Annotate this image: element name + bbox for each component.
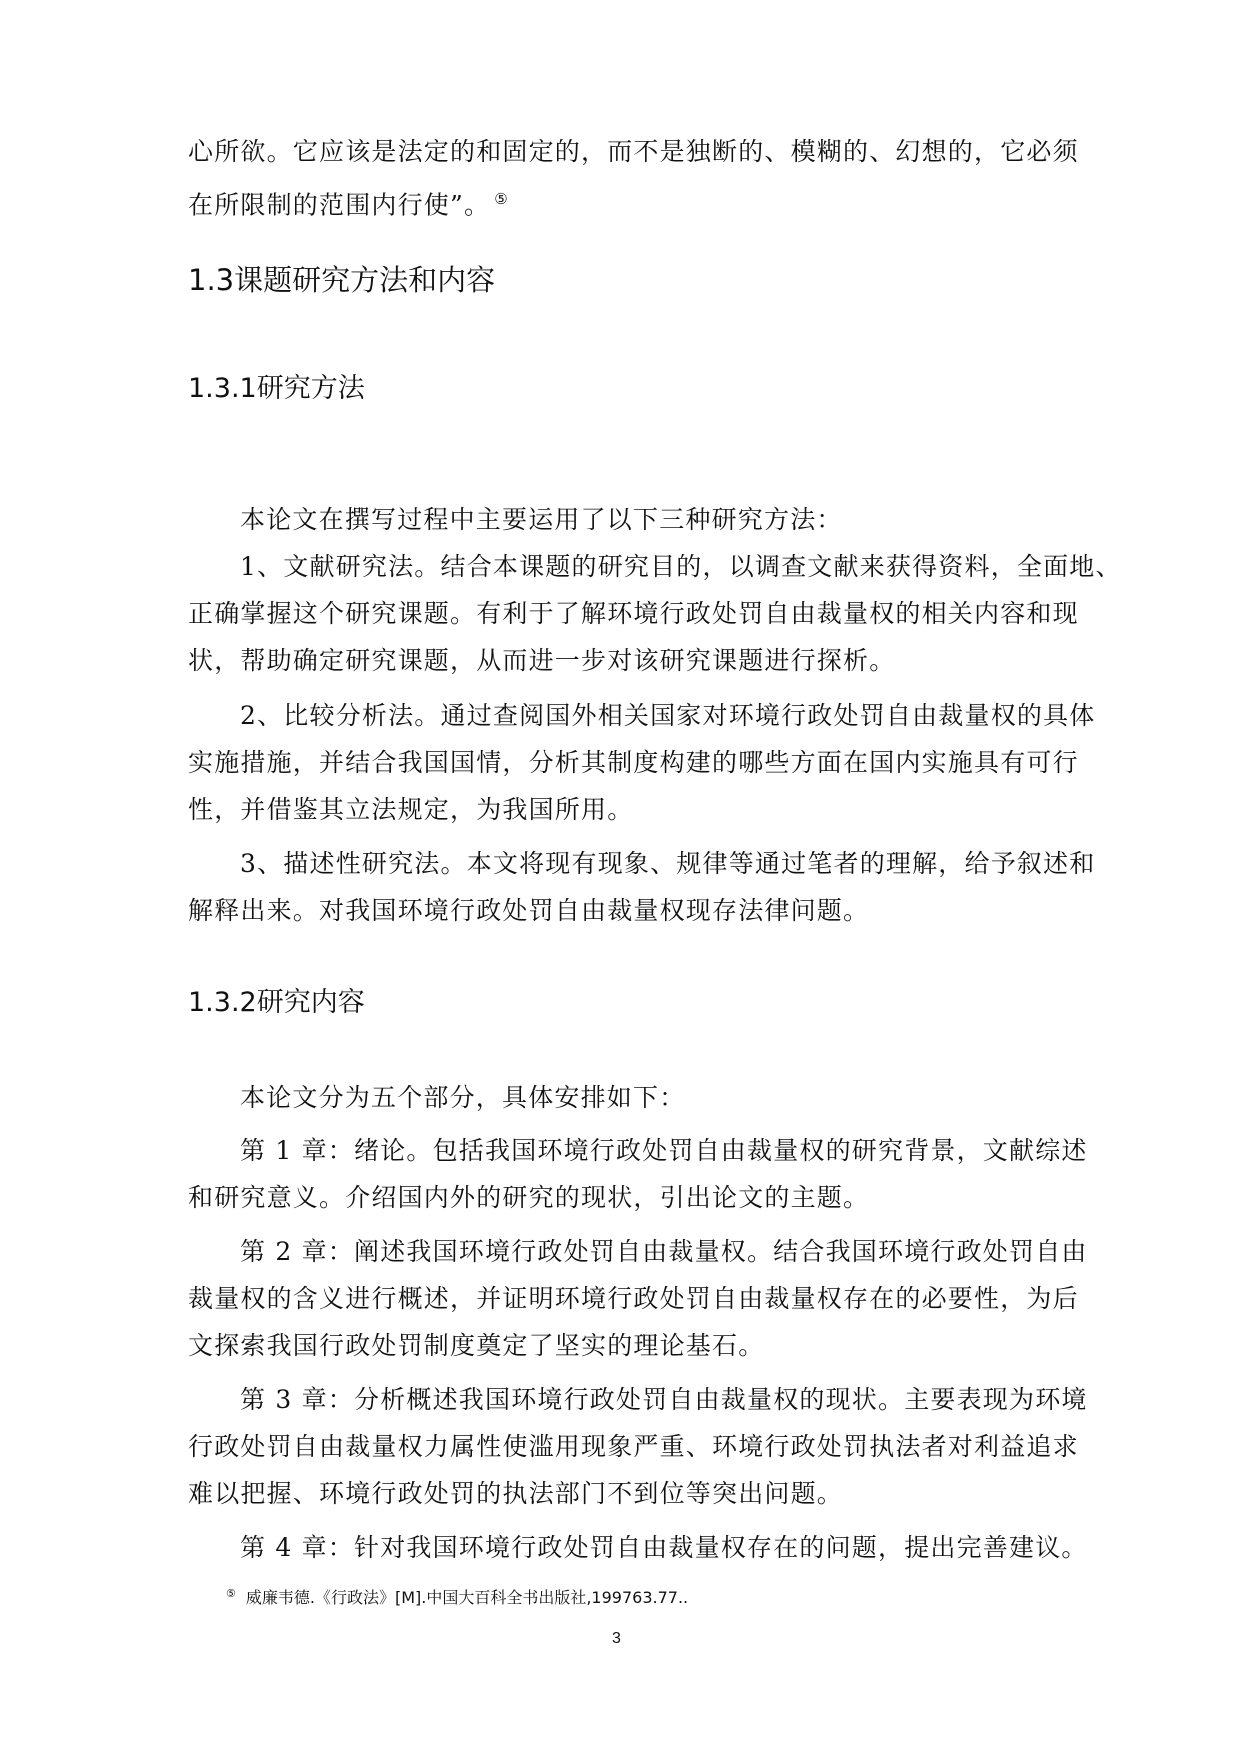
section-heading-1-3-2: 1.3.2研究内容 — [188, 987, 365, 1018]
section-heading-1-3-1: 1.3.1研究方法 — [188, 373, 365, 404]
paragraph-line: 本论文在撰写过程中主要运用了以下三种研究方法： — [240, 505, 843, 534]
paragraph-line: 第 1 章：绪论。包括我国环境行政处罚自由裁量权的研究背景，文献综述 — [240, 1136, 1088, 1165]
paragraph-line: 1、文献研究法。结合本课题的研究目的，以调查文献来获得资料，全面地、 — [240, 552, 1122, 581]
paragraph-line: 和研究意义。介绍国内外的研究的现状，引出论文的主题。 — [188, 1183, 870, 1212]
footnote — [226, 1585, 688, 1608]
footnote-mark: ⑤ — [226, 1586, 236, 1600]
paragraph-line: 裁量权的含义进行概述，并证明环境行政处罚自由裁量权存在的必要性，为后 — [188, 1284, 1079, 1313]
footnote-reference[interactable]: ⑤ — [494, 190, 509, 208]
paragraph-line: 本论文分为五个部分，具体安排如下： — [240, 1083, 686, 1112]
paragraph-line: 难以把握、环境行政处罚的执法部门不到位等突出问题。 — [188, 1479, 844, 1508]
paragraph-line: 文探索我国行政处罚制度奠定了坚实的理论基石。 — [188, 1331, 765, 1360]
paragraph-line: 2、比较分析法。通过查阅国外相关国家对环境行政处罚自由裁量权的具体 — [240, 701, 1096, 730]
page-number: 3 — [612, 1630, 621, 1647]
paragraph-line: 第 2 章：阐述我国环境行政处罚自由裁量权。结合我国环境行政处罚自由 — [240, 1237, 1088, 1266]
paragraph-line: 状，帮助确定研究课题，从而进一步对该研究课题进行探析。 — [188, 646, 896, 675]
paragraph-line: 3、描述性研究法。本文将现有现象、规律等通过笔者的理解，给予叙述和 — [240, 849, 1096, 878]
footnote-text: 威廉韦德.《行政法》[M].中国大百科全书出版社,199763.77.. — [245, 1588, 689, 1607]
paragraph-line: 第 4 章：针对我国环境行政处罚自由裁量权存在的问题，提出完善建议。 — [240, 1533, 1088, 1562]
paragraph-text: 在所限制的范围内行使”。 — [188, 190, 491, 220]
paragraph-line — [188, 183, 509, 221]
paragraph-line: 第 3 章：分析概述我国环境行政处罚自由裁量权的现状。主要表现为环境 — [240, 1385, 1088, 1414]
paragraph-line: 正确掌握这个研究课题。有利于了解环境行政处罚自由裁量权的相关内容和现 — [188, 599, 1079, 628]
paragraph-line: 行政处罚自由裁量权力属性使滥用现象严重、环境行政处罚执法者对利益追求 — [188, 1432, 1079, 1461]
paragraph-line: 心所欲。它应该是法定的和固定的，而不是独断的、模糊的、幻想的，它必须 — [188, 137, 1079, 166]
section-heading-1-3: 1.3课题研究方法和内容 — [188, 263, 496, 297]
paragraph-line: 实施措施，并结合我国国情，分析其制度构建的哪些方面在国内实施具有可行 — [188, 748, 1079, 777]
paragraph-line: 解释出来。对我国环境行政处罚自由裁量权现存法律问题。 — [188, 896, 870, 925]
paragraph-line: 性，并借鉴其立法规定，为我国所用。 — [188, 795, 634, 824]
